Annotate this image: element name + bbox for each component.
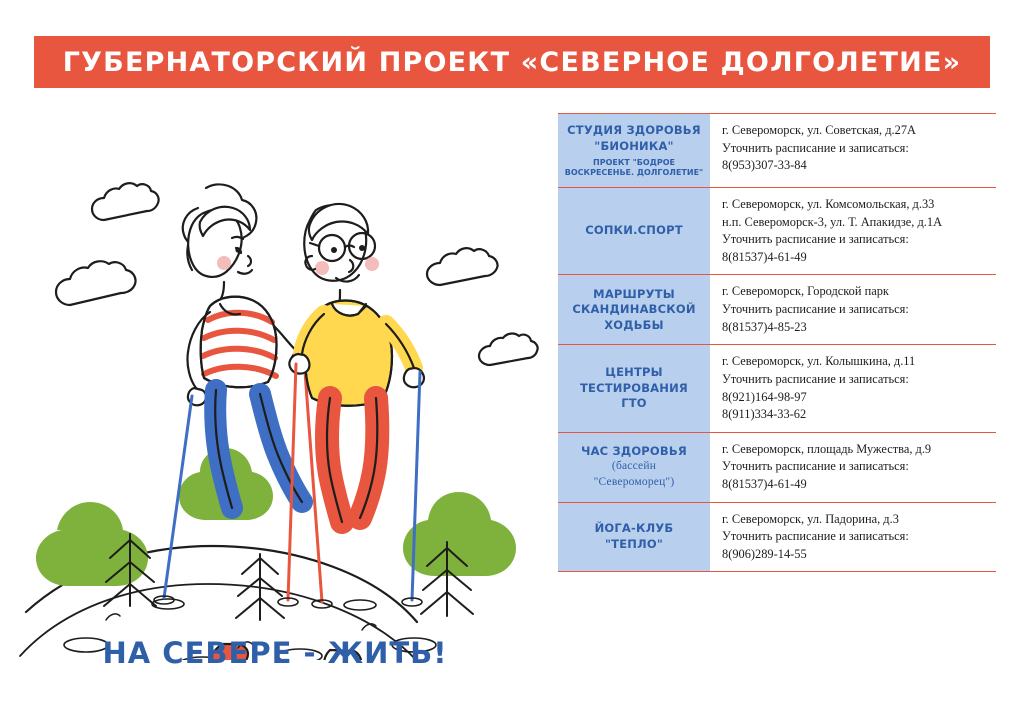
venues-list: [558, 113, 996, 572]
venue-name-line3: ХОДЬБЫ: [604, 317, 664, 332]
venue-name-line2: СКАНДИНАВСКОЙ: [572, 302, 696, 317]
venue-note: Уточнить расписание и записаться:: [722, 232, 909, 247]
venue-info: [710, 114, 996, 187]
venue-address-2: н.п. Североморск-3, ул. Т. Апакидзе, д.1А: [722, 214, 943, 229]
venue-name-line3: ГТО: [621, 396, 647, 411]
venue-name-line2: ТЕСТИРОВАНИЯ: [580, 380, 688, 395]
venue-address: г. Североморск, ул. Падорина, д.3: [722, 511, 899, 526]
venue-name-subtitle: ПРОЕКТ "БОДРОЕ ВОСКРЕСЕНЬЕ. ДОЛГОЛЕТИЕ": [564, 158, 704, 178]
venue-name-line1: МАРШРУТЫ: [593, 286, 675, 301]
venue-name-line1: СОПКИ.СПОРТ: [585, 223, 683, 238]
venue-phone: 8(906)289-14-55: [722, 546, 807, 561]
venue-name-line2: (бассейн: [611, 460, 657, 473]
list-item[interactable]: [558, 502, 996, 573]
venue-name-line2: "ТЕПЛО": [604, 536, 664, 551]
venue-name-line1: ЧАС ЗДОРОВЬЯ: [581, 443, 687, 458]
venue-info: [710, 433, 996, 502]
header-banner: [34, 36, 990, 88]
venue-name: [558, 188, 710, 274]
venue-name-line1: ЙОГА-КЛУБ: [594, 521, 674, 536]
venue-phone: 8(81537)4-61-49: [722, 476, 807, 491]
venue-address: г. Североморск, ул. Советская, д.27А: [722, 123, 916, 137]
venue-phone: 8(81537)4-61-49: [722, 249, 807, 264]
venue-address: г. Североморск, Городской парк: [722, 284, 889, 299]
venue-phone: 8(953)307-33-84: [722, 158, 807, 173]
venue-name: [558, 275, 710, 344]
venue-phone: 8(921)164-98-97: [722, 389, 807, 404]
list-item[interactable]: [558, 344, 996, 431]
venue-note: Уточнить расписание и записаться:: [722, 529, 909, 544]
venue-note: Уточнить расписание и записаться:: [722, 371, 909, 386]
venue-phone: 8(81537)4-85-23: [722, 319, 807, 334]
nordic-walking-couple-illustration: [10, 100, 540, 660]
venue-info: [710, 345, 996, 431]
venue-note: Уточнить расписание и записаться:: [722, 302, 909, 317]
list-item[interactable]: [558, 113, 996, 187]
list-item[interactable]: [558, 274, 996, 344]
venue-note: Уточнить расписание и записаться:: [722, 459, 909, 474]
venue-info: [710, 275, 996, 344]
venue-address: г. Североморск, ул. Колышкина, д.11: [722, 354, 916, 369]
venue-address: г. Североморск, ул. Комсомольская, д.33: [722, 197, 935, 212]
venue-name: [558, 114, 710, 187]
venue-name: [558, 433, 710, 502]
venue-name: [558, 503, 710, 572]
venue-name: [558, 345, 710, 431]
venue-phone-2: 8(911)334-33-62: [722, 407, 807, 422]
page-title: ГУБЕРНАТОРСКИЙ ПРОЕКТ «СЕВЕРНОЕ ДОЛГОЛЕТИЕ»: [62, 46, 962, 78]
venue-address: г. Североморск, площадь Мужества, д.9: [722, 441, 932, 456]
venue-name-line3: "Североморец"): [593, 475, 675, 488]
list-item[interactable]: [558, 432, 996, 502]
venue-info: [710, 188, 996, 274]
slogan-text: НА СЕВЕРЕ - ЖИТЬ!: [102, 636, 448, 670]
venue-note: Уточнить расписание и записаться:: [722, 140, 909, 155]
list-item[interactable]: [558, 187, 996, 274]
venue-name-line1: СТУДИЯ ЗДОРОВЬЯ: [567, 123, 701, 137]
venue-name-line1: ЦЕНТРЫ: [605, 365, 663, 380]
venue-name-line2: "БИОНИКА": [594, 138, 674, 153]
venue-info: [710, 503, 996, 572]
